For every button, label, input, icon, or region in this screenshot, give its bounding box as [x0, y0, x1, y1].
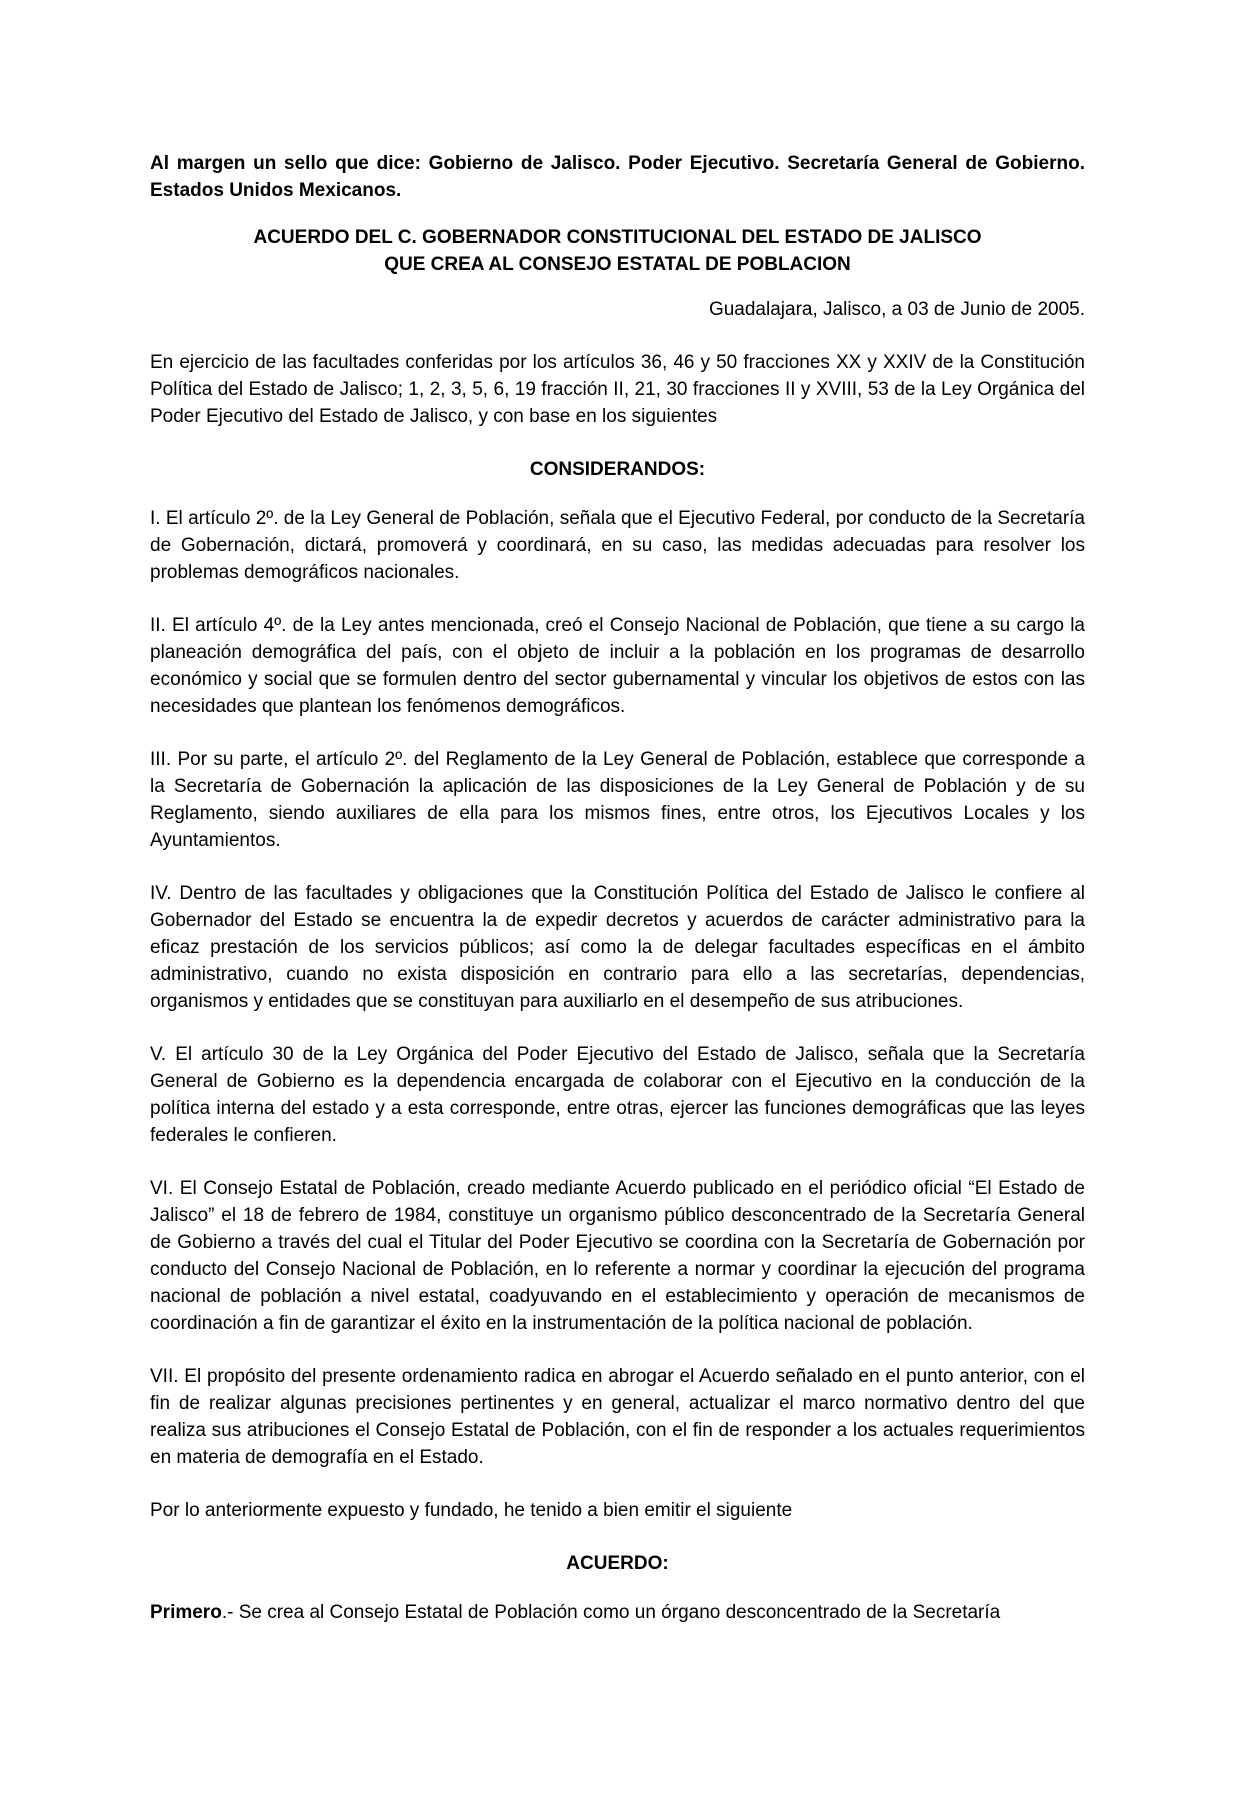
- document-page: [150, 150, 1085, 1626]
- document-title-line-1: ACUERDO DEL C. GOBERNADOR CONSTITUCIONAL DEL ESTADO DE JALISCO: [253, 227, 982, 248]
- considerando-4: IV. Dentro de las facultades y obligaciones que la Constitución Política del Estado de Jalisco le confiere al Gobernador del Estado se encuentra la de expedir decretos y acuerdos de carácter administrativo para la eficaz prestación de los servicios públicos; así como la de delegar facultades específicas en el ámbito administrativo, cuando no exista disposición en contrario para ello a las secretarías, dependencias, organismos y entidades que se constituyan para auxiliarlo en el desempeño de sus atribuciones.: [150, 883, 1085, 1012]
- considerando-6: VI. El Consejo Estatal de Población, creado mediante Acuerdo publicado en el periódico oficial “El Estado de Jalisco” el 18 de febrero de 1984, constituye un organismo público desconcentrado de la Secretaría General de Gobierno a través del cual el Titular del Poder Ejecutivo se coordina con la Secretaría de Gobernación por conducto del Consejo Nacional de Población, en lo referente a normar y coordinar la ejecución del programa nacional de población a nivel estatal, coadyuvando en el establecimiento y operación de mecanismos de coordinación a fin de garantizar el éxito en la instrumentación de la política nacional de población.: [150, 1178, 1085, 1334]
- place-date: Guadalajara, Jalisco, a 03 de Junio de 2005.: [708, 299, 1085, 320]
- article-primero: [150, 1599, 1085, 1626]
- acuerdo-heading: ACUERDO:: [566, 1553, 669, 1574]
- article-primero-label: Primero: [150, 1602, 222, 1623]
- considerando-3: III. Por su parte, el artículo 2º. del Reglamento de la Ley General de Población, establece que corresponde a la Secretaría de Gobernación la aplicación de las disposiciones de la Ley General de Población y de su Reglamento, siendo auxiliares de ella para los mismos fines, entre otros, los Ejecutivos Locales y los Ayuntamientos.: [150, 749, 1085, 851]
- considerando-7: VII. El propósito del presente ordenamiento radica en abrogar el Acuerdo señalado en el punto anterior, con el fin de realizar algunas precisiones pertinentes y en general, actualizar el marco normativo dentro del que realiza sus atribuciones el Consejo Estatal de Población, con el fin de responder a los actuales requerimientos en materia de demografía en el Estado.: [150, 1366, 1085, 1468]
- considerando-2: II. El artículo 4º. de la Ley antes mencionada, creó el Consejo Nacional de Población, que tiene a su cargo la planeación demográfica del país, con el objeto de incluir a la población en los programas de desarrollo económico y social que se formulen dentro del sector gubernamental y vincular los objetivos de estos con las necesidades que plantean los fenómenos demográficos.: [150, 615, 1085, 717]
- considerando-1: I. El artículo 2º. de la Ley General de Población, señala que el Ejecutivo Federal, por conducto de la Secretaría de Gobernación, dictará, promoverá y coordinará, en su caso, las medidas adecuadas para resolver los problemas demográficos nacionales.: [150, 508, 1085, 583]
- document-title-line-2: QUE CREA AL CONSEJO ESTATAL DE POBLACION: [384, 254, 851, 275]
- closing-paragraph: Por lo anteriormente expuesto y fundado, he tenido a bien emitir el siguiente: [150, 1500, 793, 1521]
- preamble-paragraph: En ejercicio de las facultades conferidas por los artículos 36, 46 y 50 fracciones XX y XXIV de la Constitución Política del Estado de Jalisco; 1, 2, 3, 5, 6, 19 fracción II, 21, 30 fracciones II y XVIII, 53 de la Ley Orgánica del Poder Ejecutivo del Estado de Jalisco, y con base en los siguientes: [150, 352, 1085, 427]
- stamp-note: Al margen un sello que dice: Gobierno de Jalisco. Poder Ejecutivo. Secretaría General de Gobierno. Estados Unidos Mexicanos.: [150, 153, 1085, 201]
- considerando-5: V. El artículo 30 de la Ley Orgánica del Poder Ejecutivo del Estado de Jalisco, señala que la Secretaría General de Gobierno es la dependencia encargada de colaborar con el Ejecutivo en la conducción de la política interna del estado y a esta corresponde, entre otras, ejercer las funciones demográficas que las leyes federales le confieren.: [150, 1044, 1085, 1146]
- article-primero-text: .- Se crea al Consejo Estatal de Población como un órgano desconcentrado de la Secretaría: [221, 1602, 1001, 1623]
- considerandos-heading: CONSIDERANDOS:: [529, 459, 706, 480]
